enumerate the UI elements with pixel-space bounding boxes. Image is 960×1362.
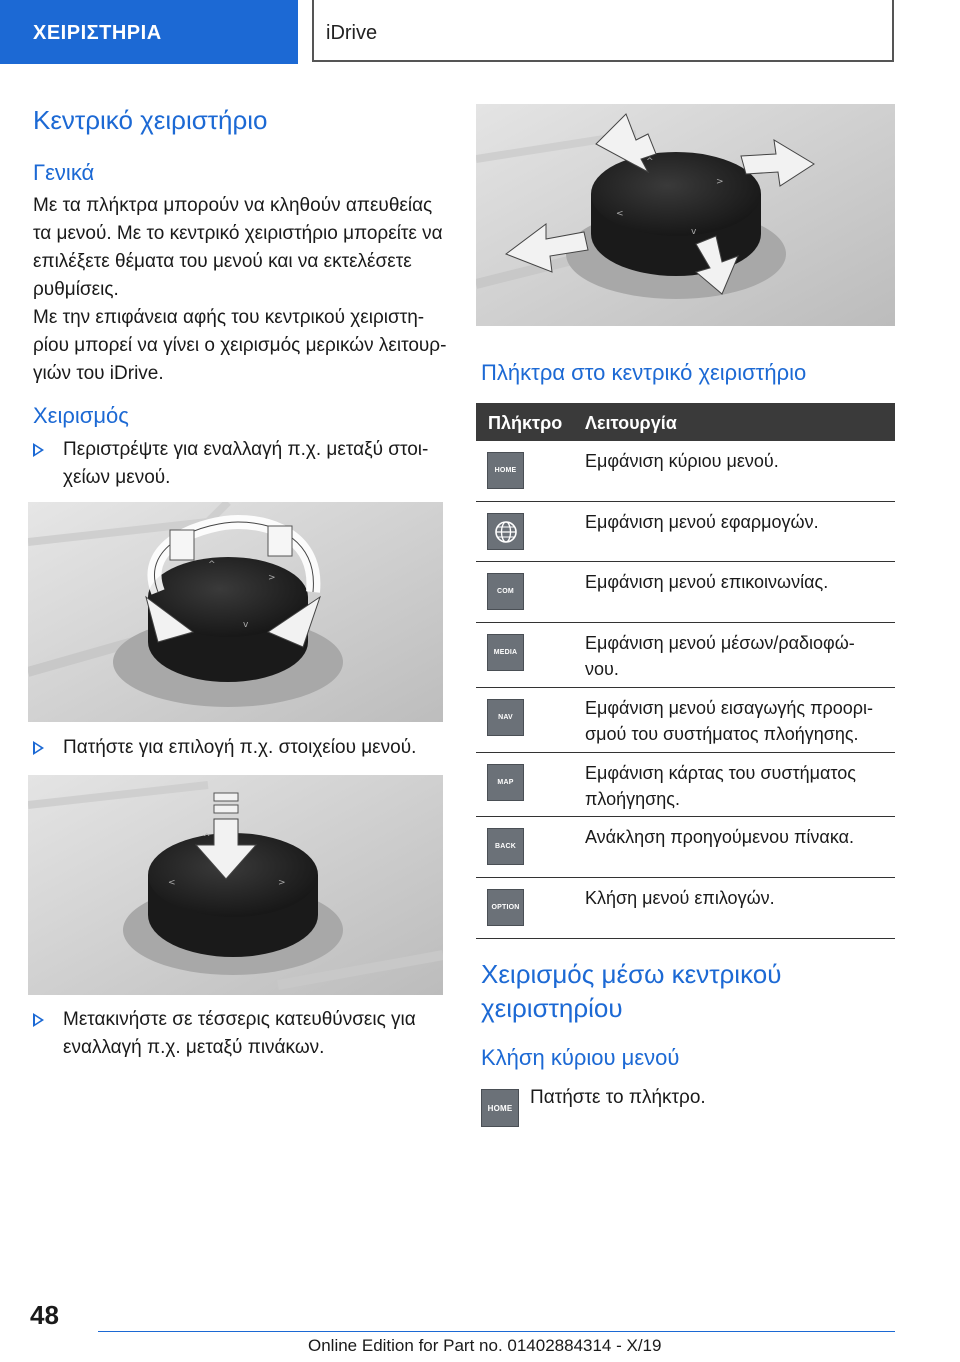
- general-heading: Γενικά: [33, 160, 95, 185]
- svg-text:>: >: [716, 177, 724, 187]
- keys-heading: Πλήκτρα στο κεντρικό χειριστήριο: [481, 360, 807, 385]
- map-key-icon: MAP: [487, 764, 524, 801]
- svg-text:<: <: [168, 878, 176, 888]
- table-row: [476, 878, 895, 939]
- row-function-text: Εμφάνιση μενού εισαγωγής προορι- σμού του συστήματος πλοήγησης.: [585, 698, 874, 744]
- svg-text:>: >: [268, 573, 276, 583]
- page-number: 48: [30, 1300, 59, 1330]
- row-function-text: Ανάκληση προηγούμενου πίνακα.: [585, 827, 855, 847]
- call-main-menu-heading: Κλήση κύριου μενού: [481, 1045, 680, 1070]
- controller-move-figure: [476, 104, 895, 326]
- controller-press-figure: [28, 775, 443, 995]
- table-row: [476, 562, 895, 623]
- table-row: [476, 441, 895, 502]
- row-function-text: Εμφάνιση κύριου μενού.: [585, 451, 779, 471]
- bullet-move: Μετακινήστε σε τέσσερις κατευθύνσεις για εναλλαγή π.χ. μεταξύ πινάκων.: [63, 1009, 416, 1058]
- controller-rotate-illustration: [28, 502, 443, 722]
- table-header: [476, 403, 895, 441]
- table-row: [476, 753, 895, 817]
- page-title: Κεντρικό χειριστήριο: [33, 105, 268, 135]
- column-header-function: Λειτουργία: [585, 413, 677, 433]
- keys-table: [476, 403, 895, 939]
- svg-text:v: v: [691, 227, 697, 237]
- call-main-menu-text: Πατήστε το πλήκτρο.: [530, 1087, 706, 1108]
- table-row: [476, 817, 895, 878]
- row-function-text: Εμφάνιση κάρτας του συστήματος πλοήγησης.: [585, 763, 856, 809]
- svg-text:^: ^: [208, 560, 216, 570]
- home-key-icon: HOME: [481, 1089, 519, 1127]
- svg-text:^: ^: [646, 157, 654, 167]
- svg-text:<: <: [616, 209, 624, 219]
- controller-press-illustration: [28, 775, 443, 995]
- row-function-text: Κλήση μενού επιλογών.: [585, 888, 775, 908]
- row-function-text: Εμφάνιση μενού επικοινωνίας.: [585, 572, 829, 592]
- apps-key-icon: [487, 513, 524, 550]
- svg-text:^: ^: [203, 833, 211, 843]
- table-row: [476, 502, 895, 562]
- svg-text:v: v: [243, 620, 249, 630]
- column-header-key: Πλήκτρο: [488, 413, 563, 433]
- svg-text:>: >: [278, 878, 286, 888]
- row-function-text: Εμφάνιση μενού μέσων/ραδιοφώ- νου.: [585, 633, 855, 679]
- nav-key-icon: NAV: [487, 699, 524, 736]
- home-key-icon: HOME: [487, 452, 524, 489]
- media-key-icon: MEDIA: [487, 634, 524, 671]
- chapter-tab: [312, 0, 894, 62]
- back-key-icon: BACK: [487, 828, 524, 865]
- section-tab: [0, 0, 298, 64]
- general-paragraph-1: Με τα πλήκτρα μπορούν να κληθούν απευθείας τα μενού. Με το κεντρικό χειριστήριο μπορείτε να επιλέξετε θέματα του μενού και να εκτελέσετε ρυθμίσεις.: [33, 195, 443, 300]
- section-title: ΧΕΙΡΙΣΤΗΡΙΑ: [33, 22, 162, 44]
- operation-via-controller-heading: Χειρισμός μέσω κεντρικού χειριστηρίου: [481, 959, 782, 1023]
- controller-rotate-figure: [28, 502, 443, 722]
- bullet-press: Πατήστε για επιλογή π.χ. στοιχείου μενού.: [63, 737, 417, 758]
- table-row: [476, 623, 895, 688]
- table-row: [476, 688, 895, 753]
- chapter-title: iDrive: [326, 22, 378, 44]
- controller-move-illustration: [476, 104, 895, 326]
- footer-divider: [98, 1331, 895, 1332]
- general-paragraph-2: Με την επιφάνεια αφής του κεντρικού χειριστη- ρίου μπορεί να γίνει ο χειρισμός μερικών λειτουρ- γιών του iDrive.: [33, 307, 447, 384]
- com-key-icon: COM: [487, 573, 524, 610]
- globe-icon: [494, 520, 518, 544]
- row-function-text: Εμφάνιση μενού εφαρμογών.: [585, 512, 819, 532]
- operation-heading: Χειρισμός: [33, 403, 129, 428]
- bullet-rotate: Περιστρέψτε για εναλλαγή π.χ. μεταξύ στοι- χείων μενού.: [63, 439, 429, 488]
- footer-edition: Online Edition for Part no. 01402884314 - X/19: [308, 1336, 662, 1355]
- option-key-icon: OPTION: [487, 889, 524, 926]
